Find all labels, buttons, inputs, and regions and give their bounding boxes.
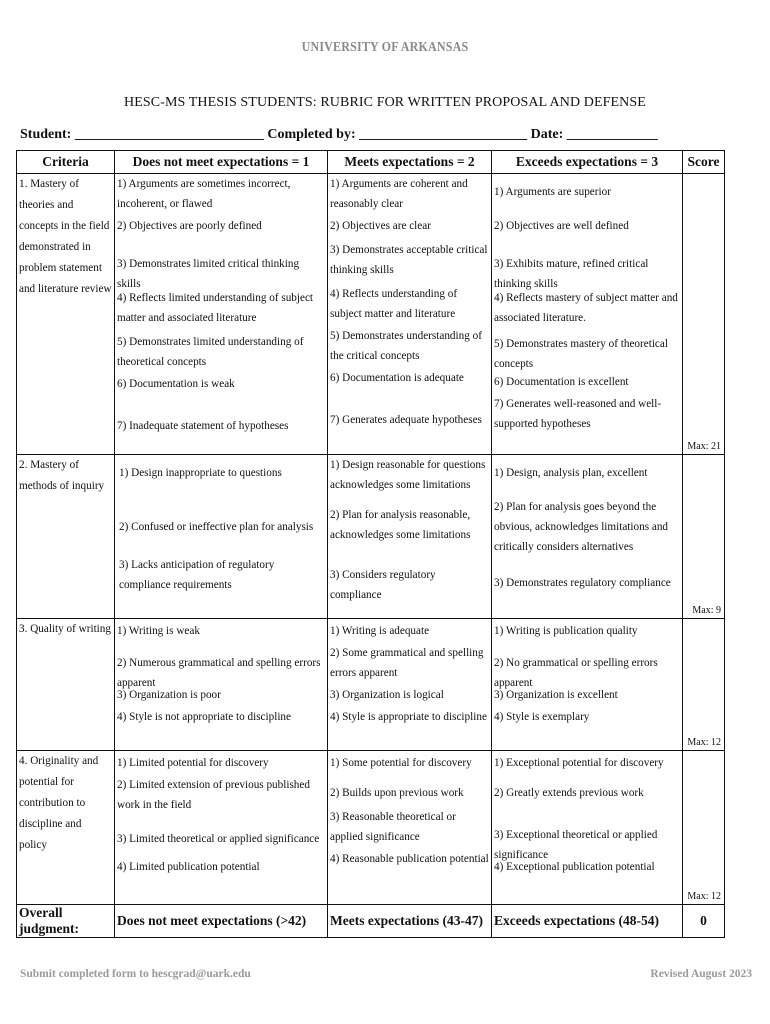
list-item: 7) Inadequate statement of hypotheses bbox=[117, 420, 289, 432]
list-item: 2) Some grammatical and spelling errors apparent bbox=[330, 647, 484, 679]
list-item: 5) Demonstrates understanding of the critical concepts bbox=[330, 330, 482, 362]
list-item: 1) Arguments are coherent and reasonably clear bbox=[330, 178, 468, 210]
list-item: 3) Demonstrates regulatory compliance bbox=[494, 577, 671, 589]
rubric-title: HESC-MS THESIS STUDENTS: RUBRIC FOR WRITTEN PROPOSAL AND DEFENSE bbox=[124, 95, 646, 110]
list-item: 2) Confused or ineffective plan for analysis bbox=[119, 521, 314, 533]
list-item: 2) Objectives are poorly defined bbox=[117, 220, 262, 232]
list-item: 2) Objectives are well defined bbox=[494, 220, 629, 232]
submission-note: Submit completed form to hescgrad@uark.edu bbox=[20, 968, 251, 980]
list-item: 2) Limited extension of previous published work in the field bbox=[117, 779, 310, 811]
list-item: 7) Generates well-reasoned and well-supported hypotheses bbox=[494, 398, 662, 430]
score-cell[interactable] bbox=[683, 619, 725, 751]
overall-judgment-row bbox=[17, 905, 725, 938]
list-item: 1) Exceptional potential for discovery bbox=[494, 757, 664, 769]
university-name: UNIVERSITY OF ARKANSAS bbox=[301, 40, 469, 55]
list-item: 3) Organization is excellent bbox=[494, 689, 618, 701]
list-item: 1) Writing is publication quality bbox=[494, 625, 638, 637]
overall-not-meet: Does not meet expectations (>42) bbox=[115, 905, 328, 938]
list-item: 1) Writing is weak bbox=[117, 625, 200, 637]
overall-label: Overall judgment: bbox=[17, 905, 115, 938]
list-item: 2) No grammatical or spelling errors apparent bbox=[494, 657, 658, 689]
list-item: 4) Exceptional publication potential bbox=[494, 861, 655, 873]
list-item: 4) Style is appropriate to discipline bbox=[330, 711, 487, 723]
list-item: 3) Exhibits mature, refined critical thinking skills bbox=[494, 258, 649, 290]
list-item: 1) Writing is adequate bbox=[330, 625, 430, 637]
header-score: Score bbox=[683, 151, 725, 174]
list-item: 3) Demonstrates acceptable critical thinking skills bbox=[330, 244, 488, 276]
list-item: 4) Reflects understanding of subject matter and literature bbox=[330, 288, 458, 320]
score-cell[interactable] bbox=[683, 174, 725, 455]
meets-cell bbox=[328, 751, 492, 905]
list-item: 4) Style is not appropriate to discipline bbox=[117, 711, 291, 723]
student-info-line: Student: ___________________________ Completed by: ________________________ Date: _____________ bbox=[20, 127, 658, 142]
exceeds-cell bbox=[492, 174, 683, 455]
criterion-cell: 1. Mastery of theories and concepts in the field demonstrated in problem statement and literature review bbox=[17, 174, 115, 455]
list-item: 1) Some potential for discovery bbox=[330, 757, 472, 769]
list-item: 3) Organization is poor bbox=[117, 689, 221, 701]
list-item: 4) Style is exemplary bbox=[494, 711, 590, 723]
revision-date: Revised August 2023 bbox=[650, 968, 752, 980]
list-item: 5) Demonstrates mastery of theoretical concepts bbox=[494, 338, 668, 370]
list-item: 3) Lacks anticipation of regulatory compliance requirements bbox=[119, 559, 275, 591]
max-score-label: Max: 12 bbox=[687, 737, 721, 748]
list-item: 1) Design reasonable for questions acknowledges some limitations bbox=[330, 459, 486, 491]
list-item: 1) Design inappropriate to questions bbox=[119, 467, 282, 479]
list-item: 7) Generates adequate hypotheses bbox=[330, 414, 482, 426]
table-row bbox=[17, 751, 725, 905]
list-item: 2) Builds upon previous work bbox=[330, 787, 464, 799]
list-item: 5) Demonstrates limited understanding of theoretical concepts bbox=[117, 336, 304, 368]
list-item: 4) Reasonable publication potential bbox=[330, 853, 489, 865]
max-score-label: Max: 21 bbox=[687, 441, 721, 452]
table-header-row bbox=[17, 151, 725, 174]
list-item: 4) Reflects mastery of subject matter and associated literature. bbox=[494, 292, 678, 324]
meets-cell bbox=[328, 619, 492, 751]
exceeds-cell bbox=[492, 455, 683, 619]
list-item: 2) Plan for analysis reasonable, acknowledges some limitations bbox=[330, 509, 471, 541]
not-meet-cell bbox=[115, 174, 328, 455]
list-item: 3) Considers regulatory compliance bbox=[330, 569, 436, 601]
max-score-label: Max: 9 bbox=[692, 605, 721, 616]
header-meets: Meets expectations = 2 bbox=[328, 151, 492, 174]
table-row bbox=[17, 455, 725, 619]
overall-exceeds: Exceeds expectations (48-54) bbox=[492, 905, 683, 938]
list-item: 1) Arguments are sometimes incorrect, incoherent, or flawed bbox=[117, 178, 291, 210]
score-cell[interactable] bbox=[683, 455, 725, 619]
table-row bbox=[17, 174, 725, 455]
list-item: 2) Objectives are clear bbox=[330, 220, 431, 232]
list-item: 4) Limited publication potential bbox=[117, 861, 260, 873]
list-item: 3) Exceptional theoretical or applied significance bbox=[494, 829, 658, 861]
list-item: 1) Arguments are superior bbox=[494, 186, 611, 198]
meets-cell bbox=[328, 174, 492, 455]
rubric-table bbox=[16, 150, 725, 938]
header-criteria: Criteria bbox=[17, 151, 115, 174]
list-item: 3) Organization is logical bbox=[330, 689, 444, 701]
list-item: 2) Numerous grammatical and spelling errors apparent bbox=[117, 657, 321, 689]
not-meet-cell bbox=[115, 455, 328, 619]
list-item: 3) Demonstrates limited critical thinking skills bbox=[117, 258, 300, 290]
list-item: 1) Limited potential for discovery bbox=[117, 757, 269, 769]
not-meet-cell bbox=[115, 751, 328, 905]
not-meet-cell bbox=[115, 619, 328, 751]
meets-cell bbox=[328, 455, 492, 619]
header-exceeds: Exceeds expectations = 3 bbox=[492, 151, 683, 174]
header-not-meet: Does not meet expectations = 1 bbox=[115, 151, 328, 174]
overall-score[interactable]: 0 bbox=[683, 905, 725, 938]
criterion-cell: 3. Quality of writing bbox=[17, 619, 115, 751]
list-item: 6) Documentation is weak bbox=[117, 378, 235, 390]
list-item: 6) Documentation is adequate bbox=[330, 372, 464, 384]
criterion-cell: 2. Mastery of methods of inquiry bbox=[17, 455, 115, 619]
list-item: 2) Plan for analysis goes beyond the obvious, acknowledges limitations and critically considers alternatives bbox=[494, 501, 669, 553]
score-cell[interactable] bbox=[683, 751, 725, 905]
list-item: 3) Reasonable theoretical or applied significance bbox=[330, 811, 456, 843]
table-row bbox=[17, 619, 725, 751]
max-score-label: Max: 12 bbox=[687, 891, 721, 902]
list-item: 4) Reflects limited understanding of subject matter and associated literature bbox=[117, 292, 314, 324]
exceeds-cell bbox=[492, 619, 683, 751]
overall-meets: Meets expectations (43-47) bbox=[328, 905, 492, 938]
list-item: 3) Limited theoretical or applied significance bbox=[117, 833, 320, 845]
list-item: 1) Design, analysis plan, excellent bbox=[494, 467, 648, 479]
criterion-cell: 4. Originality and potential for contribution to discipline and policy bbox=[17, 751, 115, 905]
exceeds-cell bbox=[492, 751, 683, 905]
list-item: 2) Greatly extends previous work bbox=[494, 787, 644, 799]
list-item: 6) Documentation is excellent bbox=[494, 376, 629, 388]
